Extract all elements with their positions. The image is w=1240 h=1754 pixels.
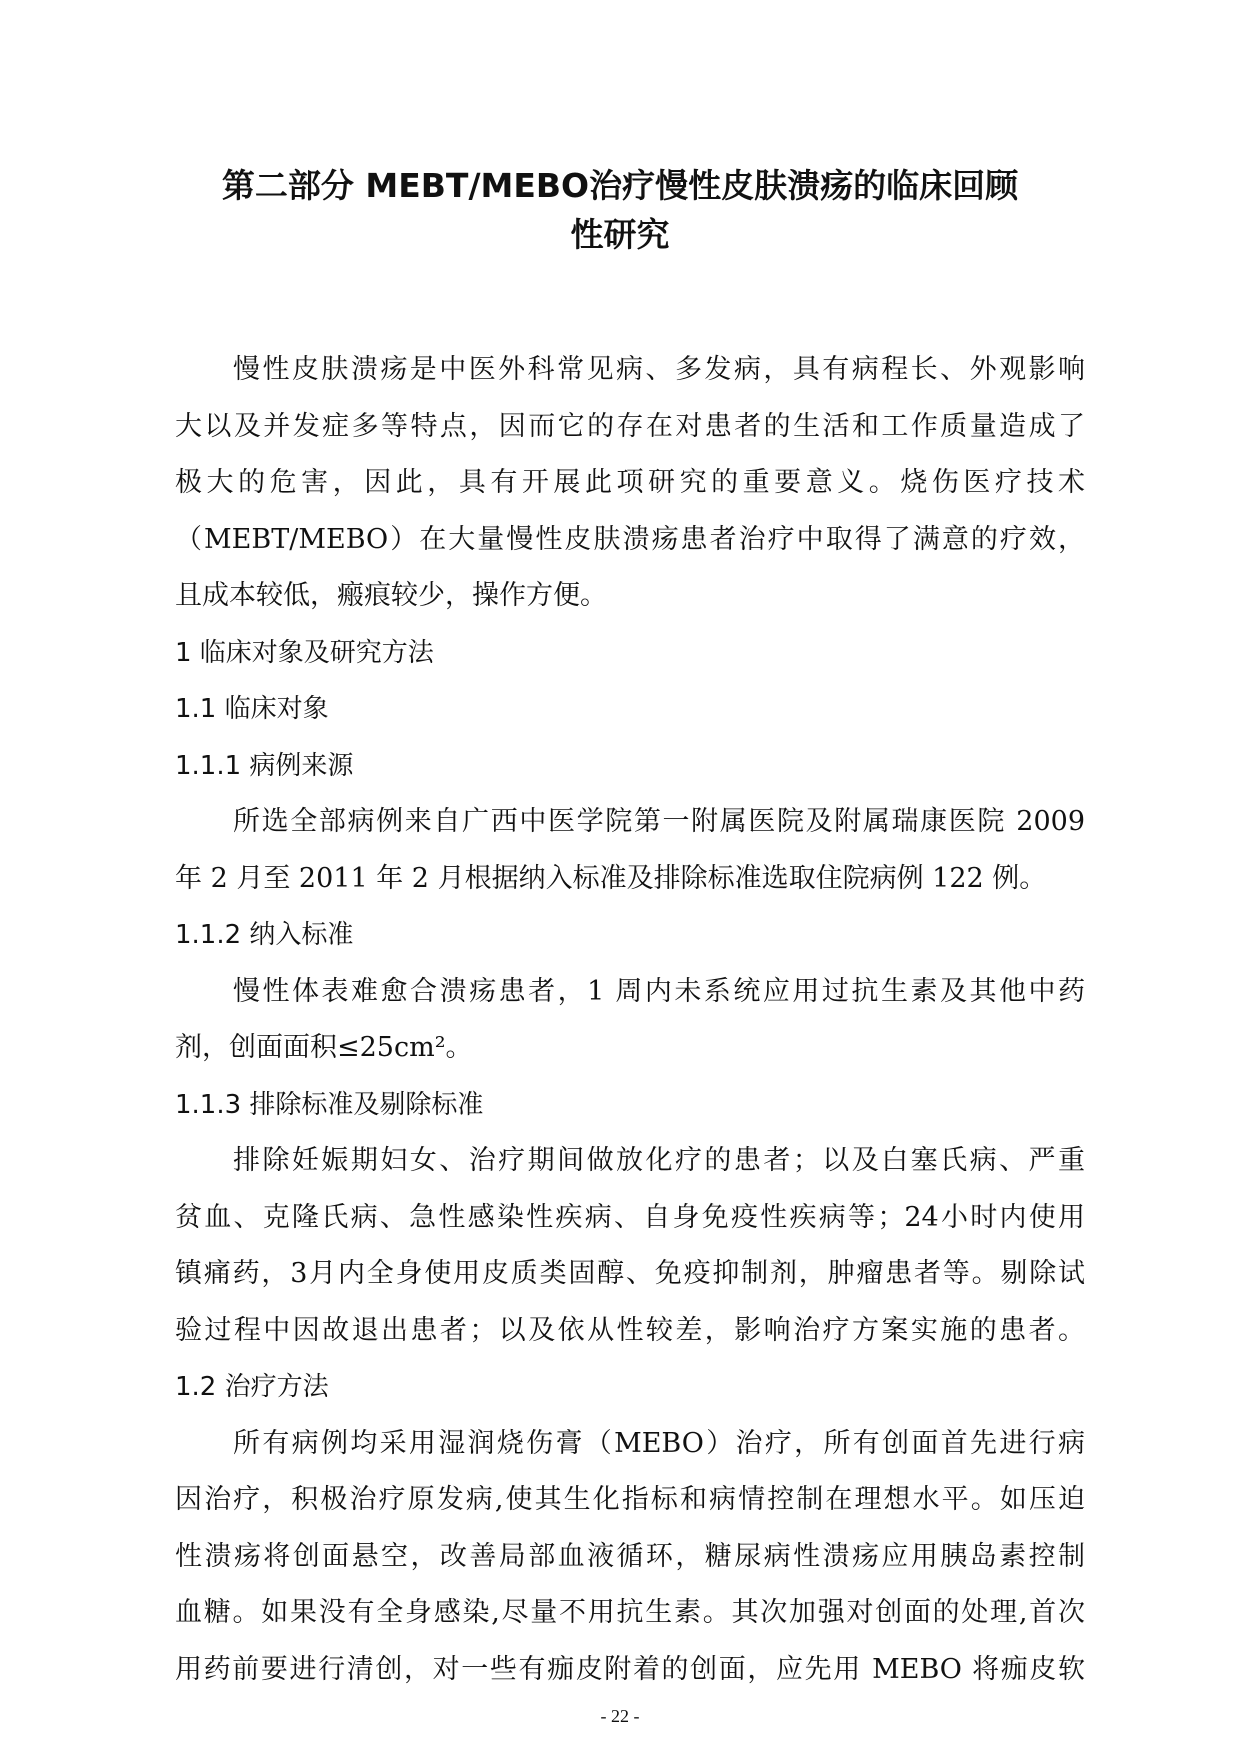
paragraph-treatment-line: 所有病例均采用湿润烧伤膏（MEBO）治疗，所有创面首先进行病	[233, 1427, 1085, 1459]
page-number: - 22 -	[600, 1706, 640, 1726]
body-content	[175, 342, 1085, 1698]
paragraph-inclusion-line: 剂，创面面积≤25cm²。	[175, 1032, 473, 1063]
paragraph-source-line: 年 2 月至 2011 年 2 月根据纳入标准及排除标准选取住院病例 122 例。	[175, 862, 1047, 894]
section-heading-1-1-3: 1.1.3 排除标准及剔除标准	[175, 1089, 484, 1120]
paragraph-treatment-line: 性溃疡将创面悬空，改善局部血液循环，糖尿病性溃疡应用胰岛素控制	[175, 1540, 1085, 1572]
paragraph-treatment-line: 血糖。如果没有全身感染,尽量不用抗生素。其次加强对创面的处理,首次	[175, 1597, 1085, 1628]
paragraph-intro-line: 且成本较低，瘢痕较少，操作方便。	[175, 580, 607, 611]
section-heading-1: 1 临床对象及研究方法	[175, 637, 434, 668]
section-heading-1-1-1: 1.1.1 病例来源	[175, 750, 354, 781]
paragraph-treatment-line: 因治疗，积极治疗原发病,使其生化指标和病情控制在理想水平。如压迫	[175, 1484, 1085, 1515]
paragraph-exclusion-line: 贫血、克隆氏病、急性感染性疾病、自身免疫性疾病等；24小时内使用	[175, 1201, 1085, 1233]
paragraph-intro-line: 慢性皮肤溃疡是中医外科常见病、多发病，具有病程长、外观影响	[233, 354, 1085, 385]
paragraph-intro-line: （MEBT/MEBO）在大量慢性皮肤溃疡患者治疗中取得了满意的疗效，	[175, 523, 1085, 555]
paragraph-treatment-line: 用药前要进行清创，对一些有痂皮附着的创面，应先用 MEBO 将痂皮软	[175, 1653, 1085, 1685]
paragraph-exclusion-line: 镇痛药，3月内全身使用皮质类固醇、免疫抑制剂，肿瘤患者等。剔除试	[175, 1258, 1085, 1289]
section-heading-1-2: 1.2 治疗方法	[175, 1372, 329, 1402]
page-title-line-2: 性研究	[570, 215, 670, 254]
paragraph-intro-line: 极大的危害，因此，具有开展此项研究的重要意义。烧伤医疗技术	[175, 467, 1085, 498]
paragraph-exclusion-line: 排除妊娠期妇女、治疗期间做放化疗的患者；以及白塞氏病、严重	[233, 1145, 1085, 1176]
page-title-line-1: 第二部分 MEBT/MEBO治疗慢性皮肤溃疡的临床回顾	[221, 166, 1019, 205]
paragraph-exclusion-line: 验过程中因故退出患者；以及依从性较差，影响治疗方案实施的患者。	[175, 1314, 1085, 1346]
paragraph-source-line: 所选全部病例来自广西中医学院第一附属医院及附属瑞康医院 2009	[233, 806, 1085, 837]
paragraph-intro-line: 大以及并发症多等特点，因而它的存在对患者的生活和工作质量造成了	[175, 410, 1085, 442]
paragraph-inclusion-line: 慢性体表难愈合溃疡患者，1 周内未系统应用过抗生素及其他中药	[233, 975, 1085, 1007]
section-heading-1-1-2: 1.1.2 纳入标准	[175, 920, 354, 950]
section-heading-1-1: 1.1 临床对象	[175, 694, 329, 724]
